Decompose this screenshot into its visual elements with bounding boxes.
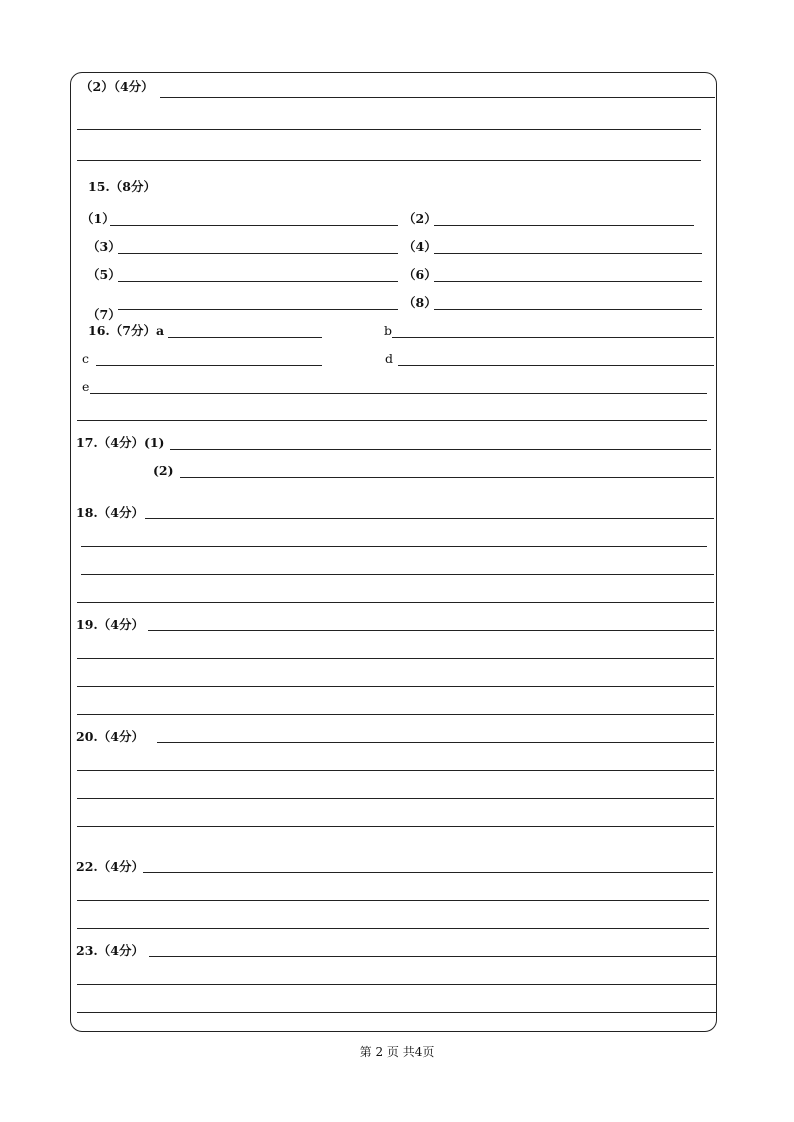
q15-part-2: （2） (403, 211, 437, 226)
answer-line[interactable] (77, 129, 701, 130)
answer-line[interactable] (434, 281, 702, 282)
answer-line[interactable] (77, 900, 709, 901)
answer-line[interactable] (77, 984, 716, 985)
answer-line[interactable] (77, 928, 709, 929)
answer-line[interactable] (148, 630, 714, 631)
q19-label: 19.（4分） (76, 617, 144, 632)
page-footer: 第 2 页 共4页 (359, 1045, 435, 1059)
answer-line[interactable] (96, 365, 322, 366)
q16-b-label: b (384, 323, 393, 338)
answer-line[interactable] (77, 602, 714, 603)
q15-part-7: （7） (87, 307, 121, 322)
answer-sheet-border (70, 72, 717, 1032)
q15-part-6: （6） (403, 267, 437, 282)
q16-c-label: c (82, 351, 90, 366)
answer-line[interactable] (110, 225, 398, 226)
answer-line[interactable] (157, 742, 714, 743)
q16-label: 16.（7分）a (88, 323, 165, 338)
q22-label: 22.（4分） (76, 859, 144, 874)
answer-line[interactable] (77, 658, 714, 659)
q18-label: 18.（4分） (76, 505, 144, 520)
answer-line[interactable] (434, 225, 694, 226)
answer-line[interactable] (90, 393, 707, 394)
answer-line[interactable] (77, 714, 714, 715)
answer-line[interactable] (145, 518, 714, 519)
q14-part2-label: （2）（4分） (80, 79, 154, 94)
q15-part-8: （8） (403, 295, 437, 310)
answer-line[interactable] (168, 337, 322, 338)
answer-line[interactable] (77, 798, 714, 799)
q17-label: 17.（4分）(1) (76, 435, 165, 450)
q15-part-4: （4） (403, 239, 437, 254)
answer-line[interactable] (392, 337, 714, 338)
answer-line[interactable] (149, 956, 716, 957)
q15-part-3: （3） (87, 239, 121, 254)
q23-label: 23.（4分） (76, 943, 144, 958)
answer-line[interactable] (398, 365, 714, 366)
q20-label: 20.（4分） (76, 729, 144, 744)
answer-line[interactable] (434, 309, 702, 310)
answer-line[interactable] (160, 97, 715, 98)
q16-e-label: e (82, 379, 90, 394)
answer-line[interactable] (81, 546, 707, 547)
q16-d-label: d (385, 351, 394, 366)
answer-line[interactable] (77, 420, 707, 421)
q15-part-5: （5） (87, 267, 121, 282)
answer-line[interactable] (118, 281, 398, 282)
answer-line[interactable] (434, 253, 702, 254)
answer-line[interactable] (118, 309, 398, 310)
answer-line[interactable] (81, 574, 714, 575)
q17-part2-label: (2) (153, 463, 174, 478)
answer-line[interactable] (143, 872, 713, 873)
q15-part-1: （1） (81, 211, 115, 226)
answer-line[interactable] (77, 826, 714, 827)
q15-label: 15.（8分） (88, 179, 156, 194)
answer-line[interactable] (77, 160, 701, 161)
answer-line[interactable] (77, 770, 714, 771)
answer-line[interactable] (77, 686, 714, 687)
answer-line[interactable] (118, 253, 398, 254)
answer-line[interactable] (170, 449, 711, 450)
answer-line[interactable] (77, 1012, 716, 1013)
answer-line[interactable] (180, 477, 714, 478)
